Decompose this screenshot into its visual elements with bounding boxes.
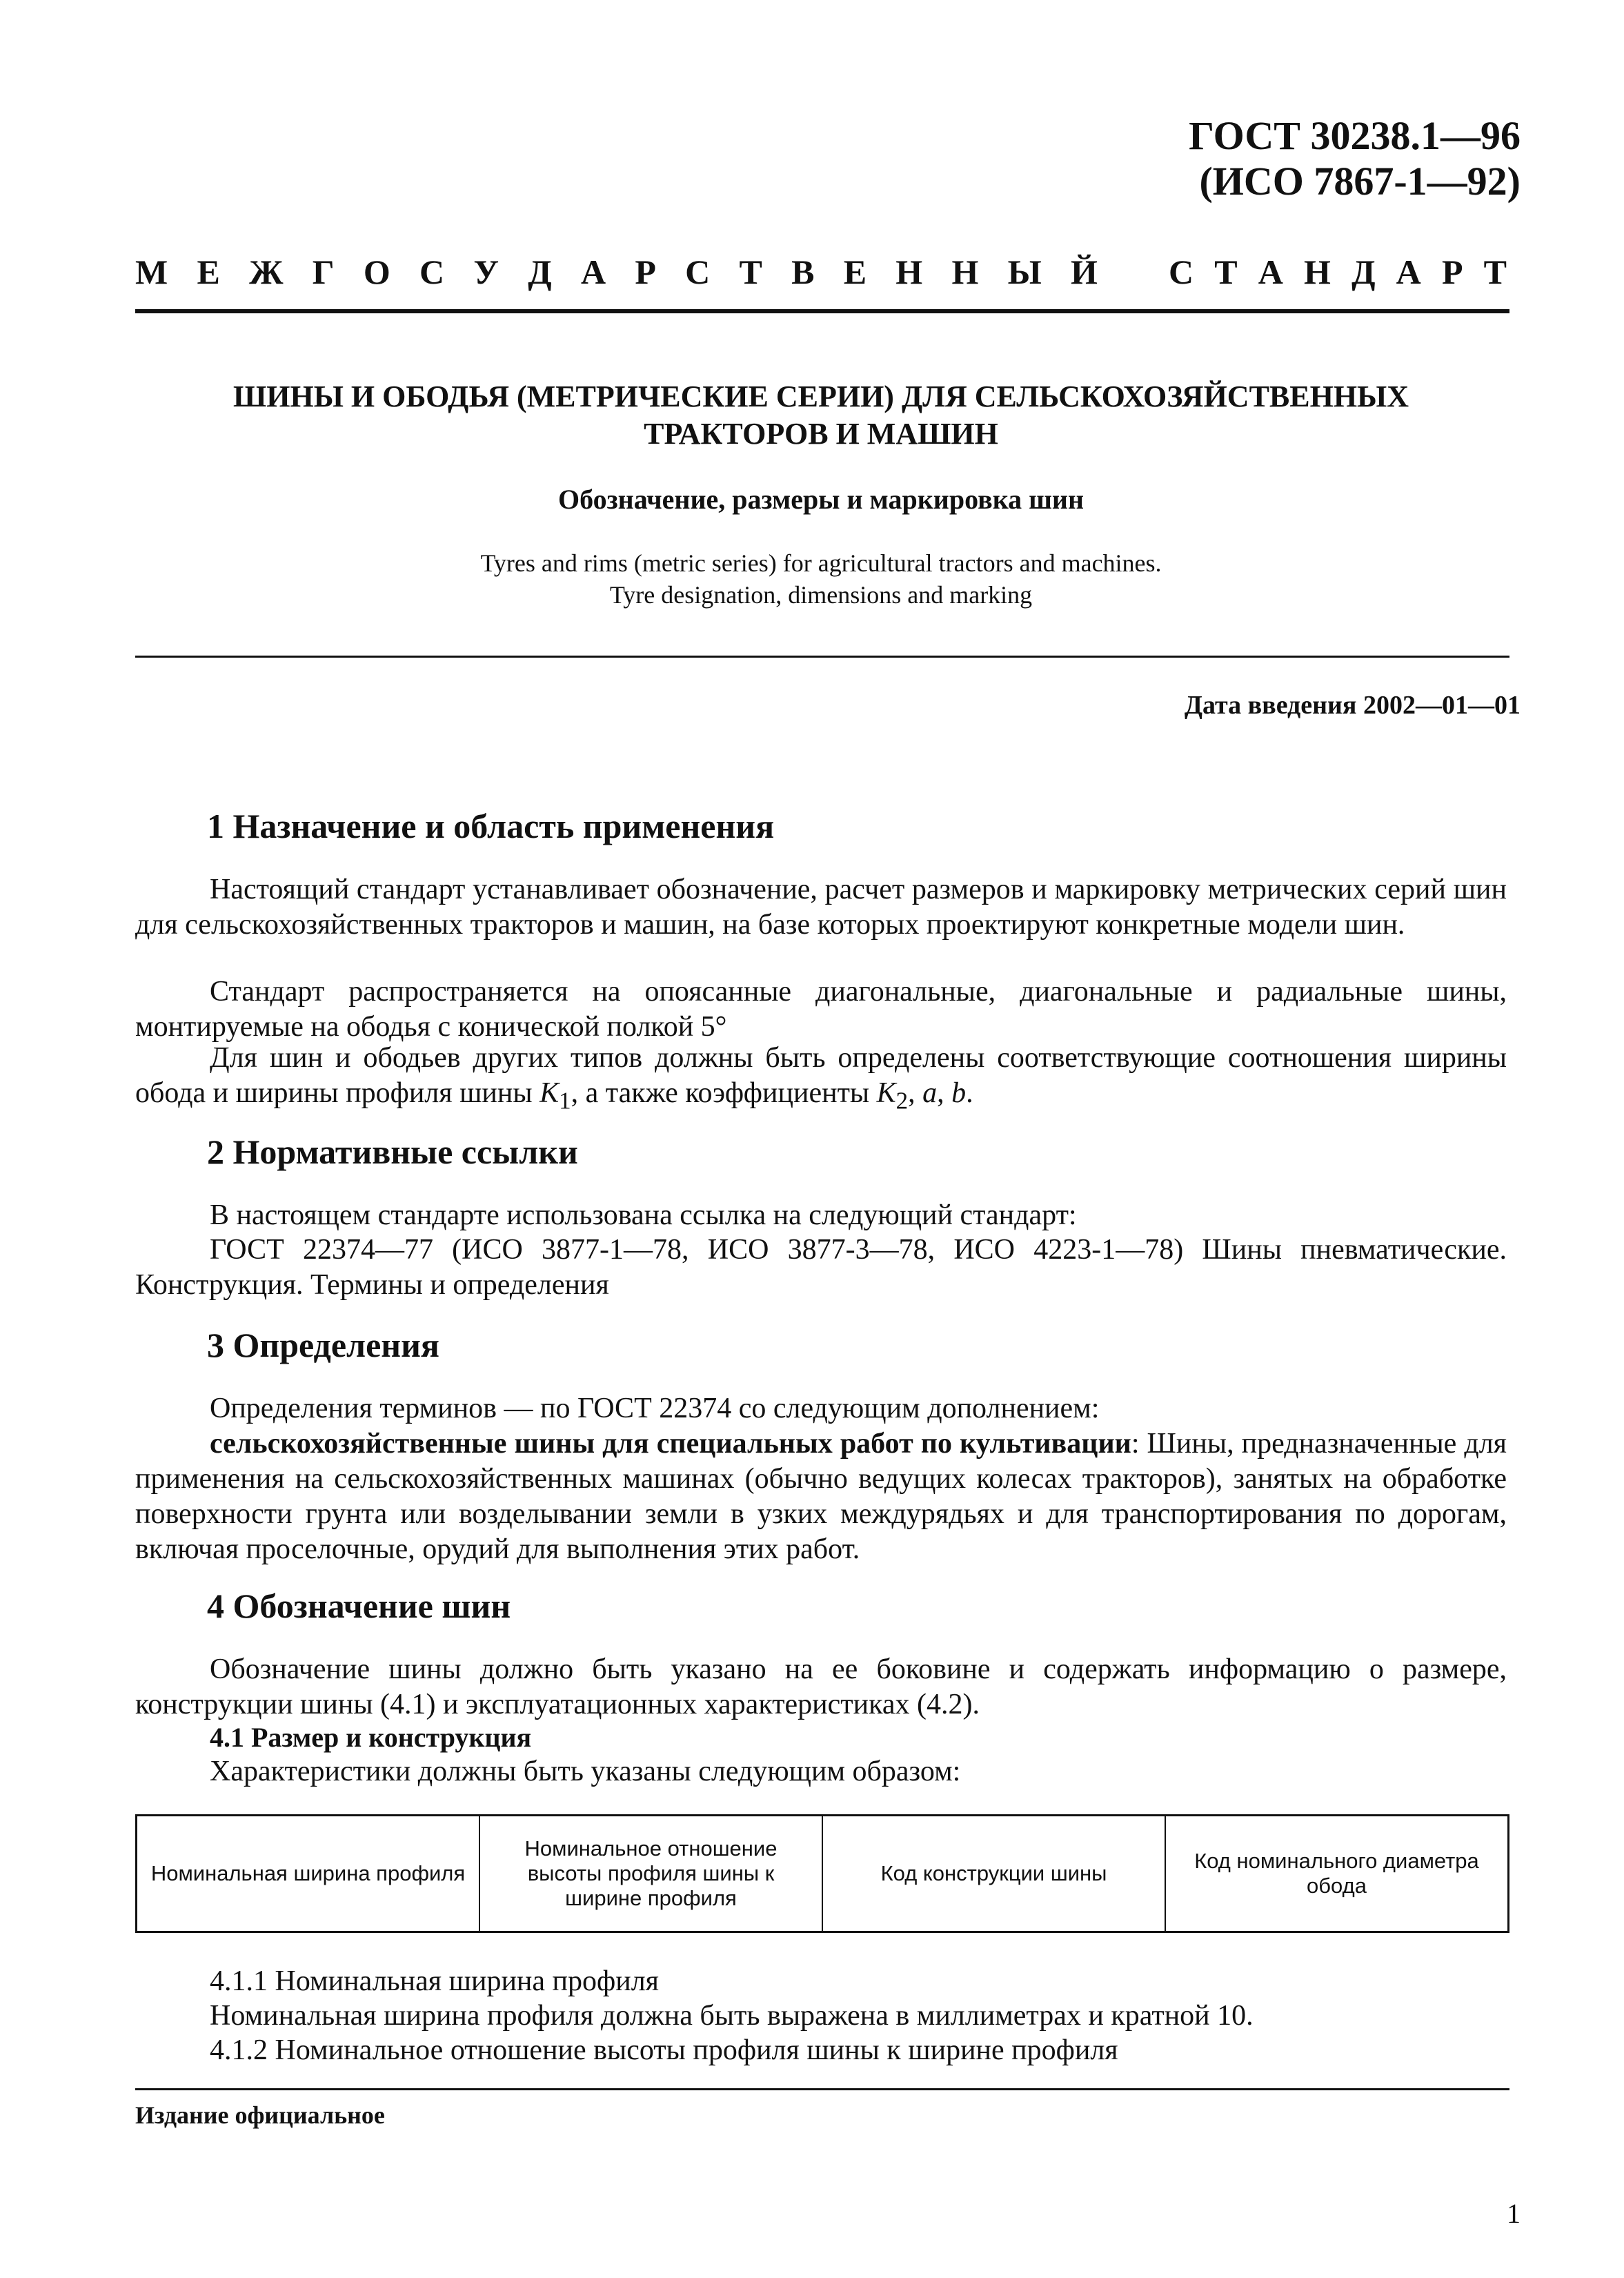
defined-term: сельскохозяйственные шины для специальных работ по культивации — [210, 1428, 1131, 1460]
subsection-4-1-heading: 4.1 Размер и конструкция — [210, 1722, 532, 1753]
subscript: 2 — [895, 1087, 909, 1115]
banner-letter: Е — [197, 253, 220, 291]
english-title — [135, 547, 1507, 611]
symbol-k1: K — [539, 1077, 560, 1109]
section-2-heading: 2 Нормативные ссылки — [207, 1132, 578, 1171]
symbol-k2: K — [876, 1077, 896, 1109]
page-number: 1 — [1507, 2198, 1521, 2229]
symbol-b: b — [951, 1077, 967, 1109]
banner-letter: Т — [739, 253, 762, 291]
banner-word-standard — [1169, 252, 1507, 292]
document-title — [135, 378, 1507, 453]
banner-letter: О — [363, 253, 390, 291]
banner-letter: Н — [1304, 253, 1331, 291]
subsection-4-1-2: 4.1.2 Номинальное отношение высоты профиля шины к ширине профиля — [210, 2034, 1118, 2066]
table-cell: Номинальная ширина профиля — [137, 1816, 480, 1931]
banner-word-interstate — [135, 252, 1098, 292]
banner-letter: Ы — [1007, 253, 1042, 291]
section-2-paragraph: ГОСТ 22374—77 (ИСО 3877-1—78, ИСО 3877-3—78, ИСО 4223-1—78) Шины пневматические. Конструкция. Термины и определения — [135, 1234, 1507, 1301]
table-cell: Номинальное отношение высоты профиля шины к ширине профиля — [480, 1816, 823, 1931]
banner-letter: М — [135, 253, 168, 291]
text-run: , а также коэффициенты — [571, 1077, 877, 1109]
footer-rule — [135, 2088, 1509, 2090]
banner-letter: А — [1258, 253, 1283, 291]
designation-table — [135, 1814, 1509, 1933]
section-1-heading: 1 Назначение и область применения — [207, 807, 775, 845]
banner-letter: Н — [895, 253, 923, 291]
banner-rule — [135, 309, 1509, 313]
iso-number: (ИСО 7867-1—92) — [1199, 159, 1521, 204]
banner-letter: Н — [951, 253, 979, 291]
banner-letter: Й — [1070, 253, 1098, 291]
subscript: 1 — [559, 1087, 571, 1115]
table-cell: Код конструкции шины — [823, 1816, 1166, 1931]
banner-letter: Р — [635, 253, 656, 291]
section-4-paragraph: Обозначение шины должно быть указано на ее боковине и содержать информацию о размере, конструкции шины (4.1) и эксплуатационных характеристиках (4.2). — [135, 1653, 1507, 1720]
banner-letter: Ж — [249, 253, 284, 291]
banner-letter: С — [1169, 253, 1194, 291]
edition-note: Издание официальное — [135, 2101, 385, 2129]
title-line: ШИНЫ И ОБОДЬЯ (МЕТРИЧЕСКИЕ СЕРИИ) ДЛЯ СЕЛЬСКОХОЗЯЙСТВЕННЫХ — [232, 380, 1409, 413]
section-3-definition — [135, 1426, 1507, 1567]
section-4-paragraph: Номинальная ширина профиля должна быть выражена в миллиметрах и кратной 10. — [210, 2000, 1254, 2032]
section-2-paragraph: В настоящем стандарте использована ссылка на следующий стандарт: — [210, 1199, 1077, 1231]
document-subtitle: Обозначение, размеры и маркировка шин — [557, 484, 1084, 515]
banner-letter: Т — [1214, 253, 1238, 291]
banner-letter: У — [473, 253, 499, 291]
table-cell: Код номинального диаметра обода — [1194, 1849, 1479, 1898]
document-number — [1189, 113, 1521, 204]
section-1-paragraph: Настоящий стандарт устанавливает обозначение, расчет размеров и маркировку метрических серий шин для сельскохозяйственных тракторов и машин, на базе которых проектируют конкретные модели шин. — [135, 874, 1507, 941]
subsection-4-1-1: 4.1.1 Номинальная ширина профиля — [210, 1965, 659, 1997]
text-run: , — [908, 1077, 923, 1109]
section-1-paragraph: Стандарт распространяется на опоясанные диагональные, диагональные и радиальные шины, монтируемые на ободья с конической полкой 5° — [135, 976, 1507, 1043]
banner-letter: А — [580, 253, 606, 291]
text-run: . — [966, 1077, 973, 1109]
banner-letter: Д — [1351, 253, 1376, 291]
standard-banner — [135, 252, 1507, 292]
section-1-paragraph — [135, 1041, 1507, 1118]
banner-letter: С — [685, 253, 711, 291]
intro-date: Дата введения 2002—01—01 — [1184, 691, 1521, 720]
banner-letter: Т — [1483, 253, 1507, 291]
banner-letter: Е — [843, 253, 867, 291]
section-4-paragraph: Характеристики должны быть указаны следующим образом: — [210, 1756, 961, 1787]
section-3-paragraph: Определения терминов — по ГОСТ 22374 со следующим дополнением: — [210, 1393, 1100, 1424]
english-title-line: Tyres and rims (metric series) for agricultural tractors and machines. — [480, 549, 1162, 577]
symbol-a: a — [922, 1077, 938, 1109]
definition-text: : Шины, предназначенные для применения на сельскохозяйственных машинах (обычно ведущих колесах тракторов), занятых на обработке поверхности грунта или возделывании земли в узких междурядьях и для транспортирования по дорогам, включая проселочные, орудий для выполнения этих работ. — [135, 1428, 1507, 1565]
section-3-heading: 3 Определения — [207, 1326, 439, 1364]
banner-letter: В — [791, 253, 815, 291]
section-4-heading: 4 Обозначение шин — [207, 1587, 511, 1625]
banner-letter: Р — [1441, 253, 1463, 291]
title-rule — [135, 656, 1509, 658]
banner-letter: Д — [528, 253, 552, 291]
text-run: , — [937, 1077, 952, 1109]
banner-letter: А — [1396, 253, 1421, 291]
gost-number: ГОСТ 30238.1—96 — [1189, 113, 1521, 158]
banner-letter: С — [419, 253, 445, 291]
english-title-line: Tyre designation, dimensions and marking — [609, 581, 1033, 609]
text-run: Для шин и ободьев других типов должны быть определены соответствующие соотношения ширины обода и ширины профиля шины — [135, 1042, 1507, 1109]
banner-letter: Г — [312, 253, 335, 291]
title-line: ТРАКТОРОВ И МАШИН — [644, 417, 998, 451]
